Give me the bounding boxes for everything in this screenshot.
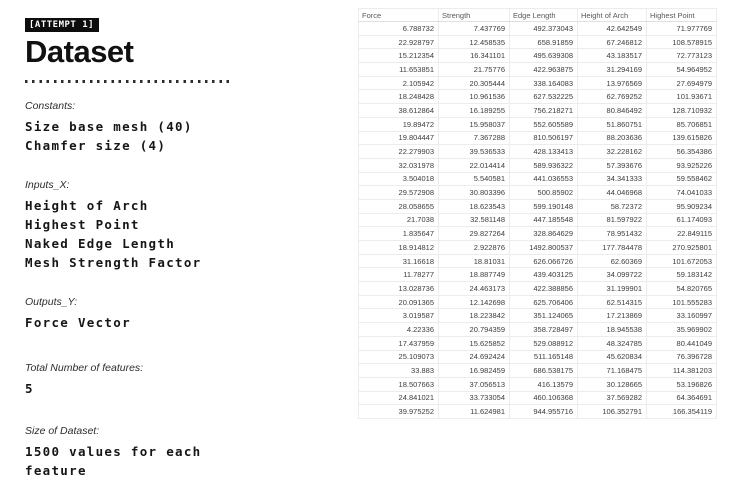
table-cell: 31.199901 (578, 282, 647, 296)
column-header-height-arch: Height of Arch (578, 9, 647, 22)
table-cell: 270.925801 (647, 241, 717, 255)
input-feature: Height of Arch (25, 198, 149, 214)
column-header-strength: Strength (439, 9, 510, 22)
table-cell: 16.341101 (439, 49, 510, 63)
table-cell: 492.373043 (510, 22, 578, 36)
column-header-highest-point: Highest Point (647, 9, 717, 22)
table-cell: 25.109073 (359, 350, 439, 364)
section-inputs (25, 179, 250, 272)
table-cell: 22.849115 (647, 227, 717, 241)
section-label-inputs: Inputs_X: (25, 179, 70, 192)
table-cell: 108.578915 (647, 35, 717, 49)
table-row (359, 158, 717, 172)
table-cell: 44.046968 (578, 186, 647, 200)
table-cell: 28.058655 (359, 199, 439, 213)
dataset-table (358, 8, 717, 419)
table-cell: 32.031978 (359, 158, 439, 172)
table-cell: 76.396728 (647, 350, 717, 364)
table-cell: 34.341333 (578, 172, 647, 186)
table-cell: 4.22336 (359, 323, 439, 337)
table-cell: 3.019587 (359, 309, 439, 323)
table-cell: 37.569282 (578, 391, 647, 405)
table-cell: 18.887749 (439, 268, 510, 282)
table-row (359, 76, 717, 90)
table-row (359, 199, 717, 213)
table-cell: 33.733054 (439, 391, 510, 405)
table-cell: 2.922876 (439, 241, 510, 255)
column-header-edge-length: Edge Length (510, 9, 578, 22)
table-cell: 18.507663 (359, 377, 439, 391)
table-cell: 72.773123 (647, 49, 717, 63)
table-cell: 48.324785 (578, 336, 647, 350)
table-cell: 328.864629 (510, 227, 578, 241)
table-cell: 24.841021 (359, 391, 439, 405)
table-row (359, 35, 717, 49)
table-cell: 24.692424 (439, 350, 510, 364)
table-cell: 6.788732 (359, 22, 439, 36)
table-cell: 552.605589 (510, 117, 578, 131)
table-cell: 54.820765 (647, 282, 717, 296)
table-cell: 39.536533 (439, 145, 510, 159)
table-cell: 62.514315 (578, 295, 647, 309)
table-cell: 13.028736 (359, 282, 439, 296)
table-cell: 64.364691 (647, 391, 717, 405)
table-row (359, 104, 717, 118)
table-cell: 625.706406 (510, 295, 578, 309)
table-cell: 80.846492 (578, 104, 647, 118)
table-cell: 15.625852 (439, 336, 510, 350)
table-cell: 441.036553 (510, 172, 578, 186)
attempt-badge: [ATTEMPT 1] (25, 18, 99, 32)
output-feature: Force Vector (25, 315, 131, 331)
dataset-size-value: 1500 values for each feature (25, 444, 202, 479)
table-cell: 31.16618 (359, 254, 439, 268)
table-cell: 13.976569 (578, 76, 647, 90)
table-row (359, 49, 717, 63)
constant-item: Chamfer size (4) (25, 138, 167, 154)
table-cell: 20.091365 (359, 295, 439, 309)
table-cell: 95.909234 (647, 199, 717, 213)
table-cell: 67.246812 (578, 35, 647, 49)
table-cell: 58.72372 (578, 199, 647, 213)
table-cell: 17.437959 (359, 336, 439, 350)
table-cell: 589.936322 (510, 158, 578, 172)
table-row (359, 227, 717, 241)
input-feature: Naked Edge Length (25, 236, 176, 252)
table-cell: 529.088912 (510, 336, 578, 350)
table-cell: 56.354386 (647, 145, 717, 159)
table-cell: 30.128665 (578, 377, 647, 391)
table-row (359, 63, 717, 77)
table-cell: 3.504018 (359, 172, 439, 186)
section-label-outputs: Outputs_Y: (25, 296, 78, 309)
table-cell: 422.388856 (510, 282, 578, 296)
table-cell: 62.769252 (578, 90, 647, 104)
table-cell: 351.124065 (510, 309, 578, 323)
table-cell: 627.532225 (510, 90, 578, 104)
table-cell: 139.615826 (647, 131, 717, 145)
left-info-panel (25, 14, 250, 480)
table-cell: 460.106368 (510, 391, 578, 405)
page-title: Dataset (25, 34, 134, 69)
table-cell: 85.706851 (647, 117, 717, 131)
table-cell: 338.164083 (510, 76, 578, 90)
column-header-force: Force (359, 9, 439, 22)
table-cell: 106.352791 (578, 405, 647, 419)
table-row (359, 309, 717, 323)
table-cell: 18.248428 (359, 90, 439, 104)
table-cell: 78.951432 (578, 227, 647, 241)
section-label-feature-count: Total Number of features: (25, 362, 144, 375)
table-cell: 599.190148 (510, 199, 578, 213)
table-cell: 27.694979 (647, 76, 717, 90)
table-cell: 16.189255 (439, 104, 510, 118)
table-cell: 500.85902 (510, 186, 578, 200)
section-constants (25, 100, 250, 155)
table-cell: 101.93671 (647, 90, 717, 104)
table-cell: 11.78277 (359, 268, 439, 282)
table-cell: 756.218271 (510, 104, 578, 118)
table-cell: 447.185548 (510, 213, 578, 227)
table-cell: 53.196826 (647, 377, 717, 391)
table-row (359, 145, 717, 159)
section-label-constants: Constants: (25, 100, 76, 113)
table-cell: 61.174093 (647, 213, 717, 227)
table-cell: 59.183142 (647, 268, 717, 282)
table-cell: 11.624981 (439, 405, 510, 419)
table-cell: 18.945538 (578, 323, 647, 337)
table-cell: 12.458535 (439, 35, 510, 49)
table-cell: 21.7038 (359, 213, 439, 227)
table-cell: 38.612864 (359, 104, 439, 118)
table-cell: 686.538175 (510, 364, 578, 378)
table-row (359, 295, 717, 309)
table-cell: 93.925226 (647, 158, 717, 172)
table-cell: 20.794359 (439, 323, 510, 337)
table-row (359, 90, 717, 104)
table-cell: 34.099722 (578, 268, 647, 282)
table-header-row (359, 9, 717, 22)
dataset-table-region (358, 8, 717, 419)
table-cell: 7.437769 (439, 22, 510, 36)
table-row (359, 391, 717, 405)
table-row (359, 254, 717, 268)
table-row (359, 282, 717, 296)
table-cell: 18.223842 (439, 309, 510, 323)
table-cell: 22.014414 (439, 158, 510, 172)
table-cell: 33.160997 (647, 309, 717, 323)
table-cell: 658.91859 (510, 35, 578, 49)
table-cell: 33.883 (359, 364, 439, 378)
table-cell: 358.728497 (510, 323, 578, 337)
table-cell: 18.914812 (359, 241, 439, 255)
table-row (359, 22, 717, 36)
table-cell: 1.835647 (359, 227, 439, 241)
table-cell: 19.89472 (359, 117, 439, 131)
table-cell: 18.623543 (439, 199, 510, 213)
table-row (359, 336, 717, 350)
table-cell: 39.975252 (359, 405, 439, 419)
table-cell: 439.403125 (510, 268, 578, 282)
table-cell: 80.441049 (647, 336, 717, 350)
table-cell: 12.142698 (439, 295, 510, 309)
table-cell: 22.928797 (359, 35, 439, 49)
table-cell: 101.555283 (647, 295, 717, 309)
table-cell: 7.367288 (439, 131, 510, 145)
table-cell: 416.13579 (510, 377, 578, 391)
table-cell: 428.133413 (510, 145, 578, 159)
table-cell: 71.168475 (578, 364, 647, 378)
feature-count-value: 5 (25, 381, 34, 397)
table-row (359, 241, 717, 255)
table-row (359, 350, 717, 364)
table-cell: 59.558462 (647, 172, 717, 186)
section-feature-count (25, 362, 250, 398)
table-cell: 11.653851 (359, 63, 439, 77)
table-body (359, 22, 717, 419)
table-cell: 128.710932 (647, 104, 717, 118)
table-row (359, 323, 717, 337)
section-outputs (25, 296, 250, 332)
table-cell: 45.620834 (578, 350, 647, 364)
section-dataset-size (25, 425, 250, 480)
table-row (359, 117, 717, 131)
table-cell: 15.212354 (359, 49, 439, 63)
table-cell: 5.540581 (439, 172, 510, 186)
table-cell: 511.165148 (510, 350, 578, 364)
table-cell: 810.506197 (510, 131, 578, 145)
table-cell: 1492.800537 (510, 241, 578, 255)
table-cell: 30.803396 (439, 186, 510, 200)
table-cell: 166.354119 (647, 405, 717, 419)
table-cell: 10.961536 (439, 90, 510, 104)
constant-item: Size base mesh (40) (25, 119, 193, 135)
table-cell: 71.977769 (647, 22, 717, 36)
table-cell: 177.784478 (578, 241, 647, 255)
table-cell: 37.056513 (439, 377, 510, 391)
dotted-divider (25, 80, 232, 83)
table-cell: 101.672053 (647, 254, 717, 268)
table-cell: 74.041033 (647, 186, 717, 200)
table-cell: 42.642549 (578, 22, 647, 36)
table-row (359, 131, 717, 145)
table-cell: 422.963875 (510, 63, 578, 77)
table-cell: 495.639308 (510, 49, 578, 63)
table-cell: 22.279903 (359, 145, 439, 159)
table-cell: 62.60369 (578, 254, 647, 268)
section-label-dataset-size: Size of Dataset: (25, 425, 100, 438)
table-cell: 626.066726 (510, 254, 578, 268)
input-feature: Mesh Strength Factor (25, 255, 202, 271)
table-cell: 114.381203 (647, 364, 717, 378)
table-cell: 16.982459 (439, 364, 510, 378)
table-row (359, 364, 717, 378)
table-cell: 32.581148 (439, 213, 510, 227)
table-cell: 43.183517 (578, 49, 647, 63)
table-cell: 24.463173 (439, 282, 510, 296)
table-cell: 17.213869 (578, 309, 647, 323)
table-cell: 944.955716 (510, 405, 578, 419)
table-cell: 51.860751 (578, 117, 647, 131)
table-cell: 20.305444 (439, 76, 510, 90)
table-cell: 2.105942 (359, 76, 439, 90)
table-cell: 29.572908 (359, 186, 439, 200)
table-row (359, 377, 717, 391)
table-cell: 19.804447 (359, 131, 439, 145)
table-cell: 29.827264 (439, 227, 510, 241)
table-cell: 31.294169 (578, 63, 647, 77)
table-cell: 57.393676 (578, 158, 647, 172)
table-cell: 32.228162 (578, 145, 647, 159)
table-cell: 18.81031 (439, 254, 510, 268)
table-row (359, 172, 717, 186)
table-cell: 21.75776 (439, 63, 510, 77)
table-cell: 81.597922 (578, 213, 647, 227)
table-cell: 54.964952 (647, 63, 717, 77)
table-cell: 88.203636 (578, 131, 647, 145)
table-cell: 15.958037 (439, 117, 510, 131)
input-feature: Highest Point (25, 217, 140, 233)
table-row (359, 268, 717, 282)
table-row (359, 405, 717, 419)
table-row (359, 213, 717, 227)
table-cell: 35.969902 (647, 323, 717, 337)
table-row (359, 186, 717, 200)
